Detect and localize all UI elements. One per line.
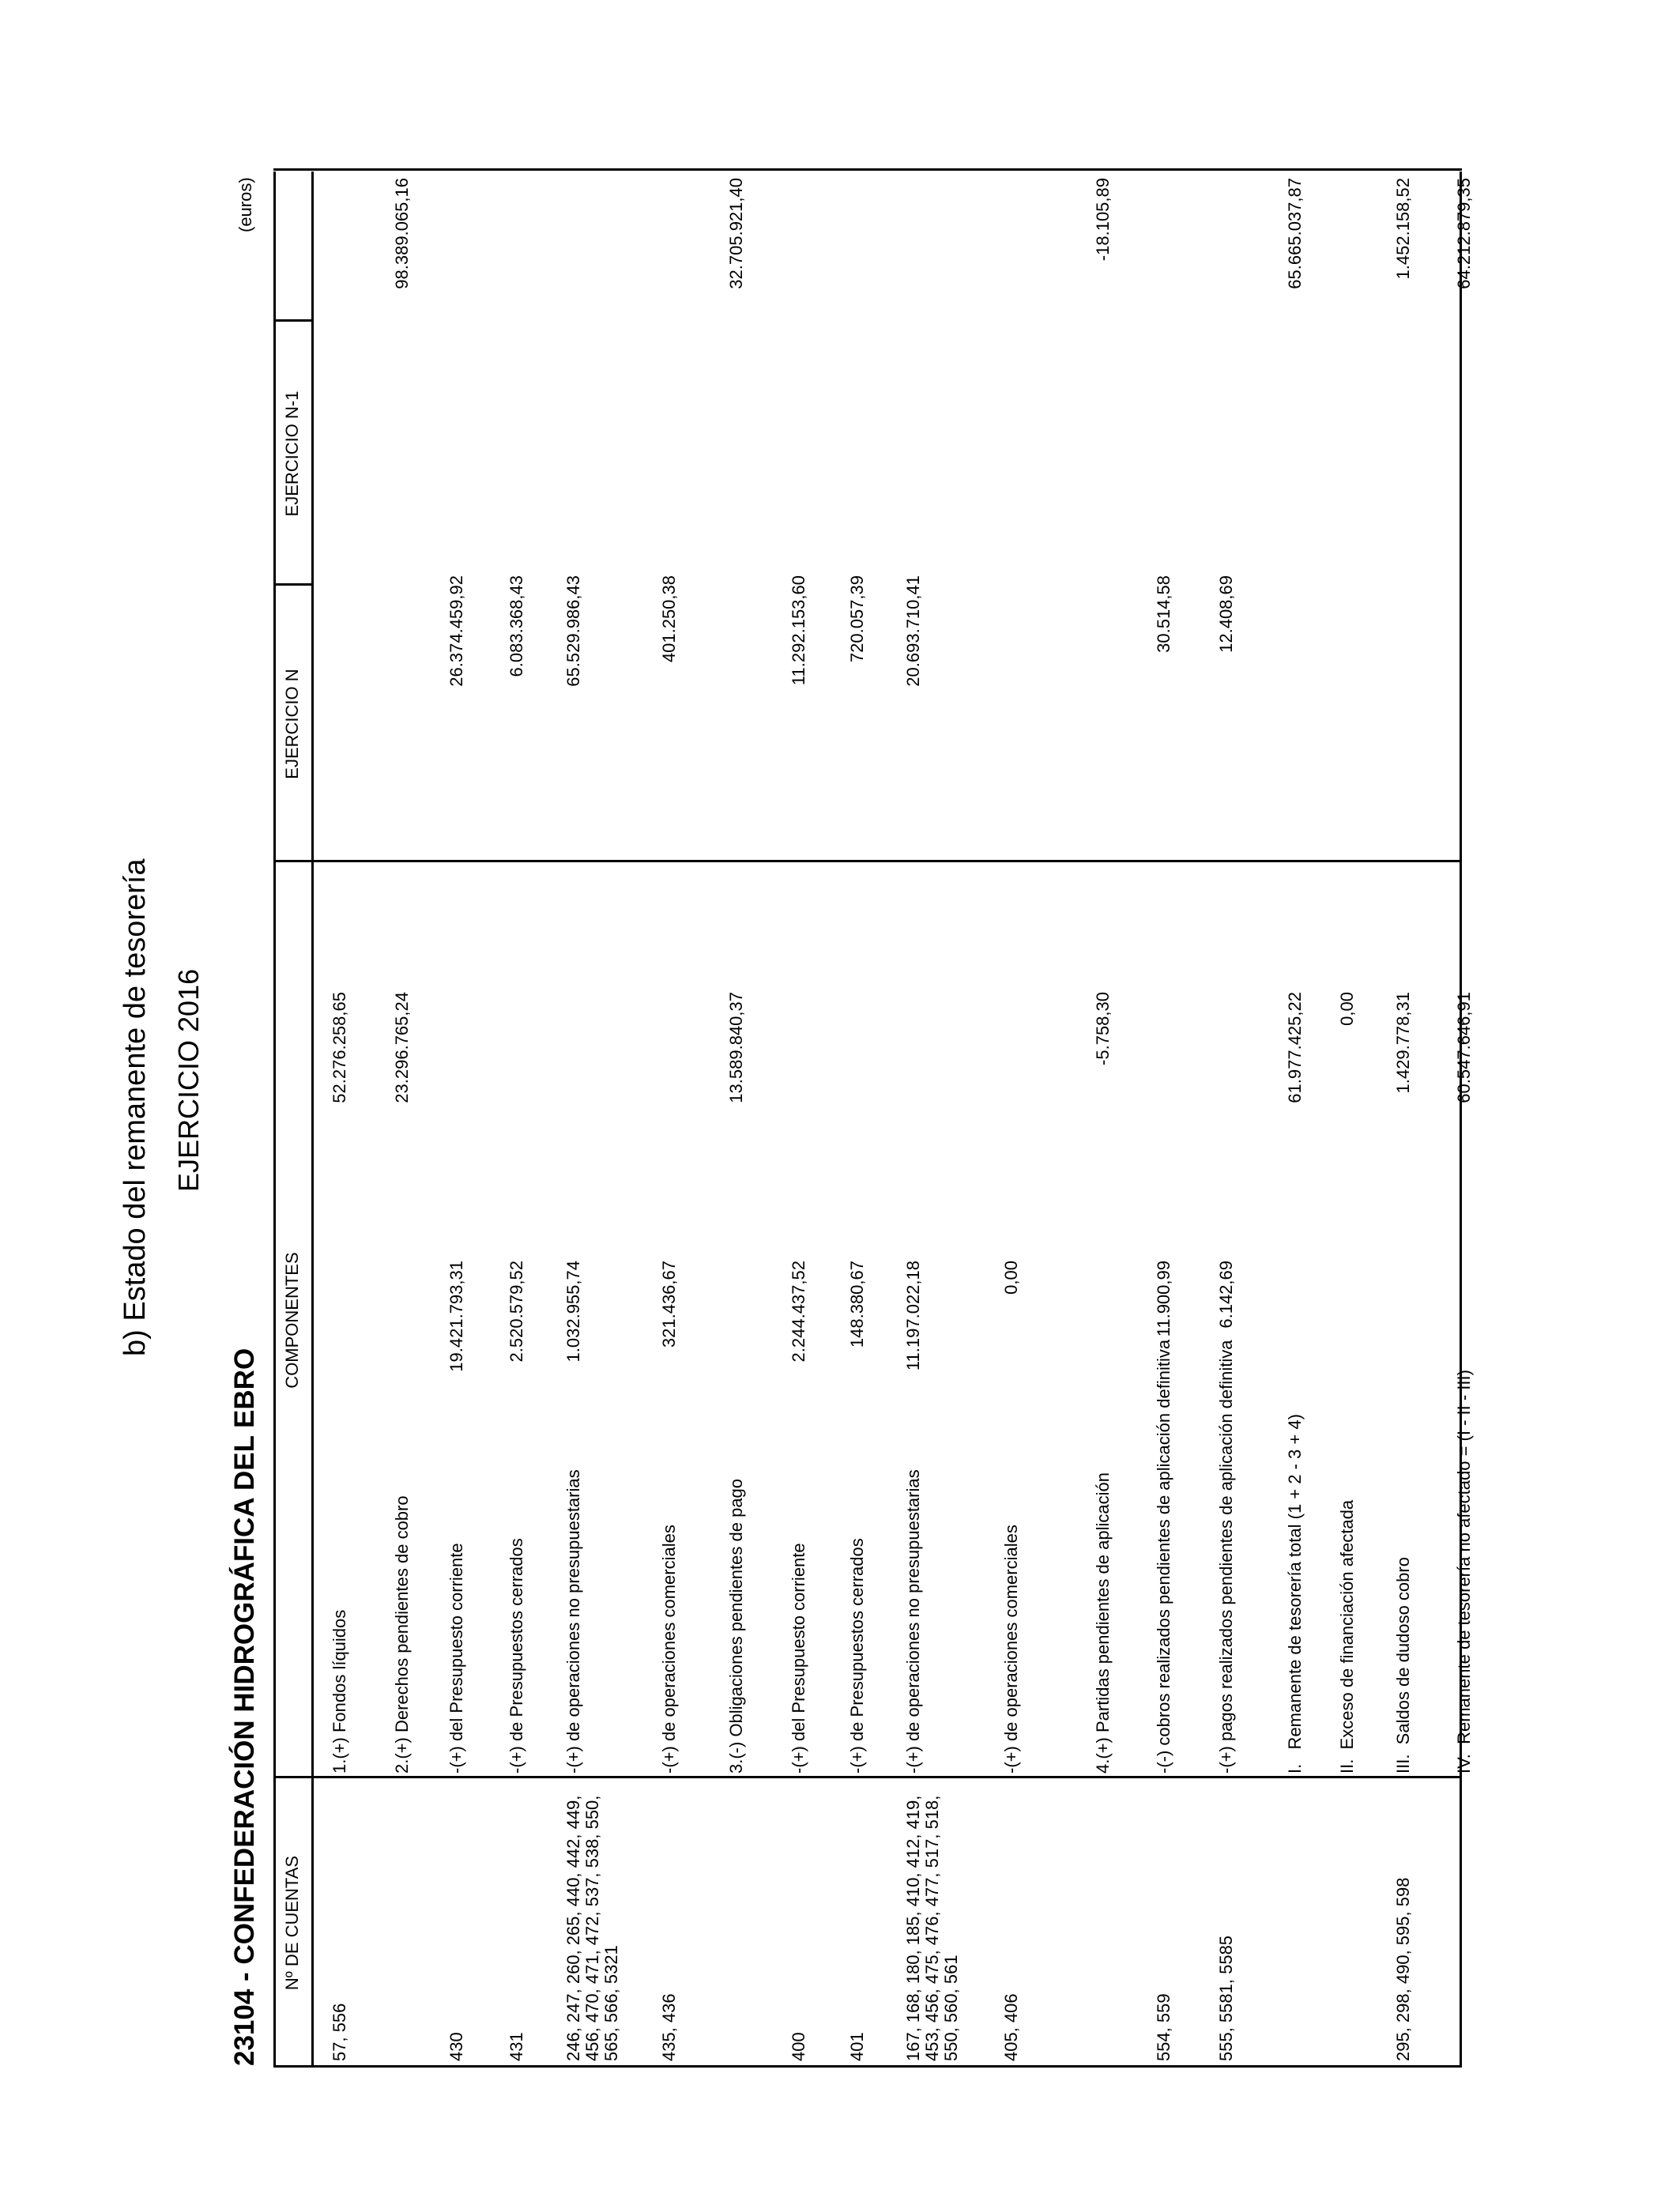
components-header: COMPONENTES: [282, 1252, 302, 1389]
year-n-header: EJERCICIO N: [282, 669, 302, 779]
year-n1-detail-value: 65.529.986,43: [563, 575, 583, 687]
units-label: (euros): [235, 177, 255, 232]
table-row: [1450, 172, 1502, 2068]
year-n-total-value: 52.276.258,65: [330, 992, 349, 1103]
year-n-detail-value: 2.244.437,52: [788, 1261, 808, 1363]
table-row: [1333, 172, 1388, 2068]
table-row: [326, 172, 386, 2068]
table-row: [899, 172, 995, 2068]
year-n1-total-value: 1.452.158,52: [1393, 178, 1414, 280]
component-label: IV. Remanente de tesorería no afectado = (I - II - III): [1453, 1370, 1474, 1774]
header-bottom-border: [311, 172, 314, 2068]
year-n1-detail-value: 30.514,58: [1153, 575, 1173, 653]
component-label: III. Saldos de dudoso cobro: [1393, 1557, 1414, 1774]
component-label: 1.(+) Fondos líquidos: [330, 1609, 349, 1774]
table-row: [1389, 172, 1448, 2068]
table-right-border: [273, 168, 1462, 171]
table-row: [443, 172, 501, 2068]
year-n-total-value: 0,00: [1337, 992, 1358, 1026]
table-row: [785, 172, 841, 2068]
year-n-detail-value: 11.197.022,18: [903, 1261, 923, 1371]
component-label: II. Exceso de financiación afectada: [1337, 1499, 1358, 1774]
component-label: -(+) pagos realizados pendientes de aplicación definitiva: [1216, 1340, 1236, 1774]
account-numbers: 430: [446, 2032, 466, 2061]
year-n-total-value: 61.977.425,22: [1285, 992, 1305, 1103]
year-n-total-value: -5.758,30: [1093, 992, 1113, 1065]
year-n1-total-value: 98.389.065,16: [392, 178, 412, 289]
page-title: b) Estado del remanente de tesorería: [119, 858, 152, 1356]
table-row: [1150, 172, 1211, 2068]
year-n1-detail-value: 20.693.710,41: [903, 575, 923, 687]
accounts-header: Nº DE CUENTAS: [282, 1855, 302, 1991]
entity-name: 23104 - CONFEDERACIÓN HIDROGRÁFICA DEL EBRO: [229, 1348, 260, 2066]
component-label: I. Remanente de tesorería total (1 + 2 - 3 + 4): [1285, 1414, 1305, 1774]
account-numbers: 405, 406: [1001, 1993, 1022, 2061]
component-label: -(+) de Presupuestos cerrados: [846, 1538, 867, 1774]
account-numbers: 246, 247, 260, 265, 440, 442, 449, 456, 470, 471, 472, 537, 538, 550, 565, 566, 5321: [563, 1795, 621, 2061]
account-numbers: 295, 298, 490, 595, 598: [1393, 1877, 1414, 2061]
account-numbers: 435, 436: [659, 1993, 680, 2061]
year-n-detail-value: 1.032.955,74: [563, 1261, 583, 1363]
account-numbers: 431: [507, 2032, 527, 2061]
component-label: -(+) del Presupuesto corriente: [788, 1543, 808, 1774]
component-label: -(+) de operaciones no presupuestarias: [903, 1469, 923, 1774]
year-n1-detail-value: 12.408,69: [1216, 575, 1236, 653]
account-numbers: 57, 556: [330, 2003, 349, 2061]
year-n1-detail-value: 11.292.153,60: [788, 575, 808, 686]
year-n-total-value: 13.589.840,37: [725, 992, 746, 1103]
component-label: 3.(-) Obligaciones pendientes de pago: [725, 1478, 746, 1774]
account-numbers: 400: [788, 2032, 808, 2061]
year-n-detail-value: 321.436,67: [659, 1261, 680, 1348]
year-n1-detail-value: 401.250,38: [659, 575, 680, 663]
component-label: -(+) de operaciones no presupuestarias: [563, 1469, 583, 1774]
treasury-table: [273, 172, 1474, 2068]
table-row: [388, 172, 440, 2068]
year-n1-total-value: 65.665.037,87: [1285, 178, 1305, 289]
year-n-detail-value: 148.380,67: [846, 1261, 867, 1348]
table-row: [997, 172, 1087, 2068]
component-label: 4.(+) Partidas pendientes de aplicación: [1093, 1472, 1113, 1774]
table-row: [503, 172, 557, 2068]
component-label: 2.(+) Derechos pendientes de cobro: [392, 1495, 412, 1774]
year-n1-total-value: -18.105,89: [1093, 178, 1113, 262]
year-n1-detail-value: 6.083.368,43: [507, 575, 527, 677]
table-row: [1212, 172, 1279, 2068]
year-n-detail-value: 19.421.793,31: [446, 1261, 466, 1372]
page-subtitle: EJERCICIO 2016: [172, 968, 205, 1192]
table-row: [1089, 172, 1147, 2068]
account-numbers: 167, 168, 180, 185, 410, 412, 419, 453, 456, 475, 476, 477, 517, 518, 550, 560, 561: [903, 1795, 961, 2061]
table-row: [722, 172, 783, 2068]
component-label: -(+) de operaciones comerciales: [1001, 1525, 1022, 1774]
year-n-total-value: 60.547.646,91: [1453, 992, 1474, 1103]
year-n1-total-value: 64.212.879,35: [1453, 178, 1474, 289]
table-row: [1281, 172, 1331, 2068]
component-label: -(+) del Presupuesto corriente: [446, 1543, 466, 1774]
year-n1-header: EJERCICIO N-1: [282, 390, 302, 517]
table-row: [655, 172, 720, 2068]
account-numbers: 554, 559: [1153, 1993, 1173, 2061]
year-n1-detail-value: 26.374.459,92: [446, 575, 466, 687]
table-row: [559, 172, 654, 2068]
year-n1-total-value: 32.705.921,40: [725, 178, 746, 289]
year-n-total-value: 1.429.778,31: [1393, 992, 1414, 1094]
year-n-detail-value: 11.900,99: [1153, 1261, 1173, 1337]
component-label: -(+) de operaciones comerciales: [659, 1525, 680, 1774]
account-numbers: 401: [846, 2032, 867, 2061]
account-numbers: 555, 5581, 5585: [1216, 1935, 1236, 2061]
year-n-total-value: 23.296.765,24: [392, 992, 412, 1103]
component-label: -(-) cobros realizados pendientes de aplicación definitiva: [1153, 1339, 1173, 1774]
table-row: [843, 172, 898, 2068]
year-n-detail-value: 0,00: [1001, 1261, 1022, 1295]
component-label: -(+) de Presupuestos cerrados: [507, 1538, 527, 1774]
year-n-detail-value: 2.520.579,52: [507, 1261, 527, 1363]
year-n1-detail-value: 720.057,39: [846, 575, 867, 663]
year-n-detail-value: 6.142,69: [1216, 1261, 1236, 1329]
